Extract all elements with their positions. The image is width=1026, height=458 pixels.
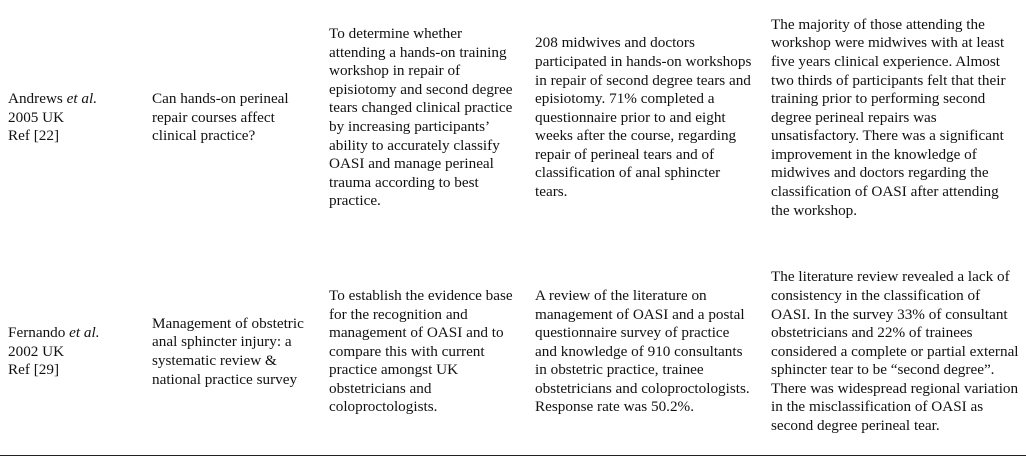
findings-cell	[771, 0, 1021, 236]
aim-cell	[329, 0, 517, 236]
study-aim: To establish the evidence base for the recognition and management of OASI and to compare this with current practice amongst UK obstetricians and coloproctologists.	[329, 286, 513, 416]
research-question: Can hands-on perineal repair courses affect clinical practice?	[152, 90, 289, 145]
research-question-cell	[152, 252, 320, 452]
research-question: Management of obstetric anal sphincter injury: a systematic review & national practice survey	[152, 314, 304, 388]
author-name: Fernando	[8, 324, 66, 342]
year-country: 2002 UK	[8, 342, 65, 360]
findings-cell	[771, 252, 1021, 452]
methods-cell	[535, 252, 755, 452]
aim-cell	[329, 252, 517, 452]
table-bottom-rule	[0, 455, 1026, 456]
methods-cell	[535, 0, 755, 236]
study-citation-cell	[8, 252, 138, 452]
table-row	[0, 252, 1026, 452]
reference: Ref [29]	[8, 361, 60, 379]
year-country: 2005 UK	[8, 108, 65, 126]
study-aim: To determine whether attending a hands-on training workshop in repair of episiotomy and second degree tears changed clinical practice by increasing participants’ ability to accurately classify OASI and manage perineal trauma according to best practice.	[329, 25, 513, 210]
research-question-cell	[152, 0, 320, 236]
et-al: et al.	[69, 324, 100, 342]
study-methods: A review of the literature on management of OASI and a postal questionnaire survey of practice and knowledge of 910 consultants in obstetric practice, trainee obstetricians and coloproctologists. Response rate was 50.2%.	[535, 286, 750, 416]
study-methods: 208 midwives and doctors participated in hands-on workshops in repair of second degree tears and episiotomy. 71% completed a questionnaire prior to and eight weeks after the course, regarding repair of perineal tears and of classification of anal sphincter tears.	[535, 34, 752, 201]
study-citation-cell	[8, 0, 138, 236]
study-findings: The majority of those attending the workshop were midwives with at least five years clinical experience. Almost two thirds of participants felt that their training prior to performing second degree perineal repairs was unsatisfactory. There was a significant improvement in the knowledge of midwives and doctors regarding the classification of OASI after attending the workshop.	[771, 15, 1006, 219]
study-findings: The literature review revealed a lack of consistency in the classification of OASI. In the survey 33% of consultant obstetricians and 22% of trainees considered a complete or partial external sphincter tear to be “second degree”. There was widespread regional variation in the misclassification of OASI as second degree perineal tear.	[771, 268, 1019, 435]
et-al: et al.	[66, 90, 98, 108]
reference: Ref [22]	[8, 127, 60, 145]
author-name: Andrews	[8, 90, 63, 108]
